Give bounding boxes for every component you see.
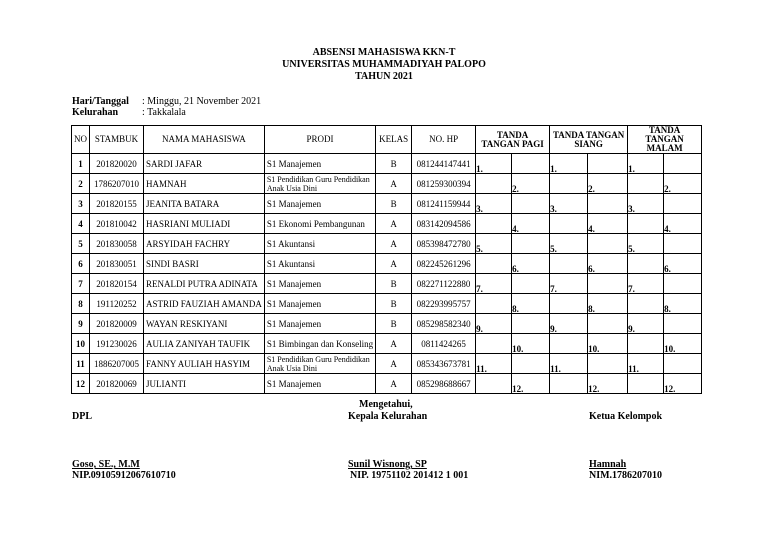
- col-prodi: PRODI: [264, 126, 375, 154]
- row-hp: 085298688667: [412, 374, 476, 394]
- signature-cell-pagi[interactable]: [512, 334, 550, 354]
- signature-cell-malam[interactable]: [664, 274, 702, 294]
- signature-cell-pagi[interactable]: [512, 194, 550, 214]
- signature-number: 12.: [588, 383, 600, 394]
- row-no: 12: [72, 374, 90, 394]
- dpl-name: Goso, SE., M.M: [72, 459, 140, 470]
- signature-cell-pagi[interactable]: [476, 154, 512, 174]
- date-value: : Minggu, 21 November 2021: [142, 96, 262, 107]
- date-label: Hari/Tanggal: [72, 96, 129, 107]
- signature-cell-siang[interactable]: [550, 294, 588, 314]
- table-row: [72, 254, 702, 274]
- col-ttd-pagi: TANDA TANGAN PAGI: [476, 126, 550, 154]
- row-no: 6: [72, 254, 90, 274]
- signature-number: 8.: [664, 303, 671, 314]
- signature-cell-malam[interactable]: [628, 274, 664, 294]
- row-nama: FANNY AULIAH HASYIM: [144, 354, 265, 374]
- mengetahui-label: Mengetahui,: [359, 399, 413, 410]
- row-kelas: A: [376, 234, 412, 254]
- signature-cell-siang[interactable]: [550, 254, 588, 274]
- row-kelas: B: [376, 154, 412, 174]
- signature-cell-pagi[interactable]: [476, 354, 512, 374]
- col-kelas: KELAS: [376, 126, 412, 154]
- signature-number: 10.: [512, 343, 524, 354]
- signature-number: 1.: [476, 163, 483, 174]
- signature-cell-malam[interactable]: [664, 214, 702, 234]
- signature-cell-pagi[interactable]: [476, 194, 512, 214]
- row-stambuk: 201810042: [90, 214, 144, 234]
- signature-cell-malam[interactable]: [628, 234, 664, 254]
- signature-cell-malam[interactable]: [628, 314, 664, 334]
- meta-block: [72, 96, 261, 118]
- signature-cell-malam[interactable]: [628, 254, 664, 274]
- signature-number: 10.: [588, 343, 600, 354]
- signature-cell-siang[interactable]: [588, 274, 628, 294]
- row-hp: 085343673781: [412, 354, 476, 374]
- signature-number: 1.: [550, 163, 557, 174]
- signature-cell-siang[interactable]: [588, 294, 628, 314]
- doc-title-line1: ABSENSI MAHASISWA KKN-T: [312, 47, 456, 58]
- signature-cell-siang[interactable]: [588, 254, 628, 274]
- signature-cell-pagi[interactable]: [476, 374, 512, 394]
- signature-cell-siang[interactable]: [588, 354, 628, 374]
- signature-cell-pagi[interactable]: [512, 354, 550, 374]
- signature-cell-malam[interactable]: [628, 334, 664, 354]
- signature-cell-malam[interactable]: [628, 354, 664, 374]
- signature-number: 6.: [588, 263, 595, 274]
- row-kelas: A: [376, 174, 412, 194]
- row-prodi: S1 Akuntansi: [264, 234, 375, 254]
- signature-cell-siang[interactable]: [588, 234, 628, 254]
- signature-cell-malam[interactable]: [628, 174, 664, 194]
- signature-number: 7.: [476, 283, 483, 294]
- signature-cell-pagi[interactable]: [476, 234, 512, 254]
- row-kelas: B: [376, 294, 412, 314]
- row-hp: 0811424265: [412, 334, 476, 354]
- row-no: 8: [72, 294, 90, 314]
- row-stambuk: 201830051: [90, 254, 144, 274]
- signature-cell-siang[interactable]: [550, 234, 588, 254]
- signature-number: 11.: [476, 363, 487, 374]
- row-kelas: B: [376, 314, 412, 334]
- row-stambuk: 191120252: [90, 294, 144, 314]
- kelurahan-label: Kelurahan: [72, 107, 119, 118]
- signature-cell-pagi[interactable]: [512, 294, 550, 314]
- row-kelas: A: [376, 214, 412, 234]
- row-nama: HAMNAH: [144, 174, 265, 194]
- signature-cell-pagi[interactable]: [512, 374, 550, 394]
- signature-cell-malam[interactable]: [664, 374, 702, 394]
- signature-number: 12.: [664, 383, 676, 394]
- signature-number: 4.: [512, 223, 519, 234]
- signature-cell-pagi[interactable]: [476, 254, 512, 274]
- signature-number: 11.: [628, 363, 639, 374]
- signature-cell-siang[interactable]: [588, 154, 628, 174]
- row-hp: 082271122880: [412, 274, 476, 294]
- dpl-nip: NIP.09105912067610710: [72, 470, 176, 481]
- signature-cell-malam[interactable]: [628, 214, 664, 234]
- table-row: [72, 174, 702, 194]
- signature-number: 6.: [512, 263, 519, 274]
- row-nama: JULIANTI: [144, 374, 265, 394]
- signature-cell-pagi[interactable]: [512, 154, 550, 174]
- signature-cell-pagi[interactable]: [512, 254, 550, 274]
- row-stambuk: 201820155: [90, 194, 144, 214]
- table-row: [72, 334, 702, 354]
- signature-cell-siang[interactable]: [588, 374, 628, 394]
- row-prodi: S1 Manajemen: [264, 314, 375, 334]
- row-hp: 083142094586: [412, 214, 476, 234]
- table-row: [72, 194, 702, 214]
- row-no: 10: [72, 334, 90, 354]
- signature-cell-malam[interactable]: [664, 194, 702, 214]
- signature-cell-malam[interactable]: [664, 314, 702, 334]
- signature-number: 9.: [628, 323, 635, 334]
- signature-number: 11.: [550, 363, 561, 374]
- table-row: [72, 314, 702, 334]
- row-nama: SINDI BASRI: [144, 254, 265, 274]
- signature-cell-siang[interactable]: [550, 274, 588, 294]
- signature-number: 4.: [664, 223, 671, 234]
- row-stambuk: 201830058: [90, 234, 144, 254]
- row-hp: 085398472780: [412, 234, 476, 254]
- signature-cell-siang[interactable]: [550, 214, 588, 234]
- row-prodi: S1 Manajemen: [264, 194, 375, 214]
- signature-cell-pagi[interactable]: [476, 334, 512, 354]
- kelurahan-value: : Takkalala: [142, 107, 186, 118]
- row-prodi: S1 Manajemen: [264, 294, 375, 314]
- col-nama: NAMA MAHASISWA: [144, 126, 265, 154]
- row-nama: ASTRID FAUZIAH AMANDA: [144, 294, 265, 314]
- signature-cell-siang[interactable]: [550, 334, 588, 354]
- signature-cell-siang[interactable]: [550, 314, 588, 334]
- signature-number: 10.: [664, 343, 676, 354]
- col-stambuk: STAMBUK: [90, 126, 144, 154]
- signature-cell-pagi[interactable]: [512, 234, 550, 254]
- col-hp: NO. HP: [412, 126, 476, 154]
- row-kelas: A: [376, 354, 412, 374]
- kepala-nip: NIP. 19751102 201412 1 001: [350, 470, 469, 481]
- signature-number: 7.: [550, 283, 557, 294]
- row-no: 9: [72, 314, 90, 334]
- col-ttd-malam: TANDA TANGAN MALAM: [628, 126, 702, 154]
- table-row: [72, 294, 702, 314]
- signature-cell-malam[interactable]: [664, 354, 702, 374]
- signature-cell-pagi[interactable]: [476, 274, 512, 294]
- row-nama: ARSYIDAH FACHRY: [144, 234, 265, 254]
- row-nama: WAYAN RESKIYANI: [144, 314, 265, 334]
- row-stambuk: 201820020: [90, 154, 144, 174]
- signature-cell-siang[interactable]: [550, 174, 588, 194]
- row-no: 2: [72, 174, 90, 194]
- signature-number: 5.: [550, 243, 557, 254]
- row-kelas: B: [376, 194, 412, 214]
- row-stambuk: 201820154: [90, 274, 144, 294]
- signature-cell-pagi[interactable]: [512, 214, 550, 234]
- ketua-nip: NIM.1786207010: [589, 470, 663, 481]
- signature-cell-malam[interactable]: [628, 154, 664, 174]
- row-stambuk: 201820069: [90, 374, 144, 394]
- signature-cell-pagi[interactable]: [512, 314, 550, 334]
- row-hp: 082293995757: [412, 294, 476, 314]
- signature-cell-malam[interactable]: [664, 254, 702, 274]
- row-prodi: S1 Manajemen: [264, 374, 375, 394]
- signature-number: 5.: [476, 243, 483, 254]
- signature-cell-siang[interactable]: [588, 214, 628, 234]
- row-hp: 085298582340: [412, 314, 476, 334]
- signature-cell-malam[interactable]: [628, 374, 664, 394]
- row-kelas: B: [376, 274, 412, 294]
- signature-number: 2.: [588, 183, 595, 194]
- signature-number: 3.: [628, 203, 635, 214]
- signature-number: 6.: [664, 263, 671, 274]
- table-row: [72, 154, 702, 174]
- signature-cell-siang[interactable]: [550, 374, 588, 394]
- signature-cell-malam[interactable]: [664, 294, 702, 314]
- kepala-name: Sunil Wisnong, SP: [348, 459, 427, 470]
- row-prodi: S1 Pendidikan Guru Pendidikan Anak Usia Dini: [264, 354, 375, 374]
- signature-cell-malam[interactable]: [664, 174, 702, 194]
- signature-cell-pagi[interactable]: [476, 314, 512, 334]
- signature-cell-pagi[interactable]: [512, 274, 550, 294]
- signature-cell-siang[interactable]: [588, 334, 628, 354]
- row-nama: AULIA ZANIYAH TAUFIK: [144, 334, 265, 354]
- kepala-label: Kepala Kelurahan: [348, 411, 428, 422]
- row-kelas: A: [376, 254, 412, 274]
- row-nama: RENALDI PUTRA ADINATA: [144, 274, 265, 294]
- row-hp: 081244147441: [412, 154, 476, 174]
- row-hp: 081241159944: [412, 194, 476, 214]
- row-prodi: S1 Bimbingan dan Konseling: [264, 334, 375, 354]
- row-kelas: A: [376, 374, 412, 394]
- table-row: [72, 374, 702, 394]
- col-ttd-siang: TANDA TANGAN SIANG: [550, 126, 628, 154]
- dpl-label: DPL: [72, 411, 92, 422]
- col-no: NO: [72, 126, 90, 154]
- signature-number: 8.: [512, 303, 519, 314]
- signature-number: 8.: [588, 303, 595, 314]
- signature-cell-pagi[interactable]: [476, 174, 512, 194]
- row-no: 3: [72, 194, 90, 214]
- signature-cell-siang[interactable]: [550, 194, 588, 214]
- row-prodi: S1 Pendidikan Guru Pendidikan Anak Usia Dini: [264, 174, 375, 194]
- signature-number: 9.: [476, 323, 483, 334]
- signature-cell-pagi[interactable]: [512, 174, 550, 194]
- row-prodi: S1 Akuntansi: [264, 254, 375, 274]
- signature-number: 3.: [476, 203, 483, 214]
- signature-cell-malam[interactable]: [664, 334, 702, 354]
- row-no: 5: [72, 234, 90, 254]
- signature-number: 4.: [588, 223, 595, 234]
- row-no: 4: [72, 214, 90, 234]
- signature-number: 2.: [512, 183, 519, 194]
- row-hp: 082245261296: [412, 254, 476, 274]
- row-hp: 081259300394: [412, 174, 476, 194]
- row-no: 1: [72, 154, 90, 174]
- signature-cell-siang[interactable]: [550, 354, 588, 374]
- ketua-name: Hamnah: [589, 459, 627, 470]
- signature-number: 9.: [550, 323, 557, 334]
- table-row: [72, 214, 702, 234]
- table-row: [72, 354, 702, 374]
- row-nama: HASRIANI MULIADI: [144, 214, 265, 234]
- signature-number: 1.: [628, 163, 635, 174]
- row-stambuk: 1786207010: [90, 174, 144, 194]
- signature-cell-malam[interactable]: [664, 234, 702, 254]
- signature-cell-siang[interactable]: [588, 314, 628, 334]
- signature-number: 7.: [628, 283, 635, 294]
- signature-cell-siang[interactable]: [550, 154, 588, 174]
- row-kelas: A: [376, 334, 412, 354]
- row-prodi: S1 Manajemen: [264, 274, 375, 294]
- row-nama: JEANITA BATARA: [144, 194, 265, 214]
- ketua-label: Ketua Kelompok: [589, 411, 663, 422]
- signature-cell-malam[interactable]: [628, 294, 664, 314]
- row-nama: SARDI JAFAR: [144, 154, 265, 174]
- doc-title-line3: TAHUN 2021: [355, 71, 413, 82]
- table-header-row: [72, 126, 702, 154]
- signature-cell-pagi[interactable]: [476, 294, 512, 314]
- signature-number: 12.: [512, 383, 524, 394]
- signature-number: 5.: [628, 243, 635, 254]
- attendance-table: [71, 125, 702, 394]
- row-prodi: S1 Manajemen: [264, 154, 375, 174]
- row-stambuk: 191230026: [90, 334, 144, 354]
- table-row: [72, 234, 702, 254]
- signature-cell-pagi[interactable]: [476, 214, 512, 234]
- signature-number: 2.: [664, 183, 671, 194]
- row-no: 11: [72, 354, 90, 374]
- row-no: 7: [72, 274, 90, 294]
- signature-cell-siang[interactable]: [588, 194, 628, 214]
- table-row: [72, 274, 702, 294]
- doc-title-line2: UNIVERSITAS MUHAMMADIYAH PALOPO: [282, 59, 486, 70]
- signature-cell-malam[interactable]: [628, 194, 664, 214]
- signature-cell-siang[interactable]: [588, 174, 628, 194]
- signature-cell-malam[interactable]: [664, 154, 702, 174]
- row-prodi: S1 Ekonomi Pembangunan: [264, 214, 375, 234]
- signature-number: 3.: [550, 203, 557, 214]
- row-stambuk: 201820009: [90, 314, 144, 334]
- row-stambuk: 1886207005: [90, 354, 144, 374]
